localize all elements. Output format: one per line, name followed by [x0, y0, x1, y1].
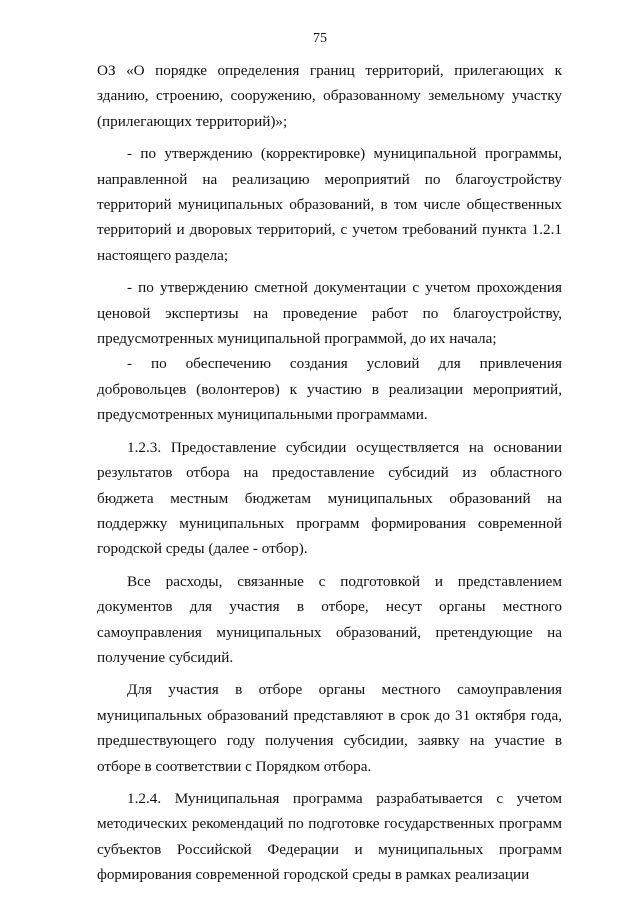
paragraph-estimate-approval: - по утверждению сметной документации с учетом прохождения ценовой экспертизы на проведение работ по благоустройству, предусмотренных муниципальной программой, до их начала; — [97, 279, 562, 348]
paragraph-program-approval: - по утверждению (корректировке) муниципальной программы, направленной на реализацию мероприятий по благоустройству территорий муниципальных образований, в том числе общественных территорий и дворовых территорий, с учетом требований пункта 1.2.1 настоящего раздела; — [97, 145, 562, 264]
document-body — [97, 58, 562, 888]
paragraph-1-2-3: 1.2.3. Предоставление субсидии осуществляется на основании результатов отбора на предоставление субсидий из областного бюджета местным бюджетам муниципальных образований на поддержку муниципальных программ формирования современной городской среды (далее - отбор). — [97, 438, 562, 558]
paragraph-1-2-4: 1.2.4. Муниципальная программа разрабатывается с учетом методических рекомендаций по подготовке государственных программ субъектов Российской Федерации и муниципальных программ формирования современной городской среды в рамках реализации — [97, 789, 562, 884]
page-number: 75 — [313, 31, 327, 46]
paragraph-application-deadline: Для участия в отборе органы местного самоуправления муниципальных образований представляют в срок до 31 октября года, предшествующего году получения субсидии, заявку на участие в отборе в соответствии с Порядком отбора. — [97, 681, 562, 775]
paragraph-expenses: Все расходы, связанные с подготовкой и представлением документов для участия в отборе, несут органы местного самоуправления муниципальных образований, претендующие на получение субсидий. — [97, 572, 562, 666]
paragraph-volunteers: - по обеспечению создания условий для привлечения добровольцев (волонтеров) к участию в реализации мероприятий, предусмотренных муниципальными программами. — [97, 355, 562, 424]
paragraph-law-reference: ОЗ «О порядке определения границ территорий, прилегающих к зданию, строению, сооружению, образованному земельному участку (прилегающих территорий)»; — [97, 62, 562, 130]
